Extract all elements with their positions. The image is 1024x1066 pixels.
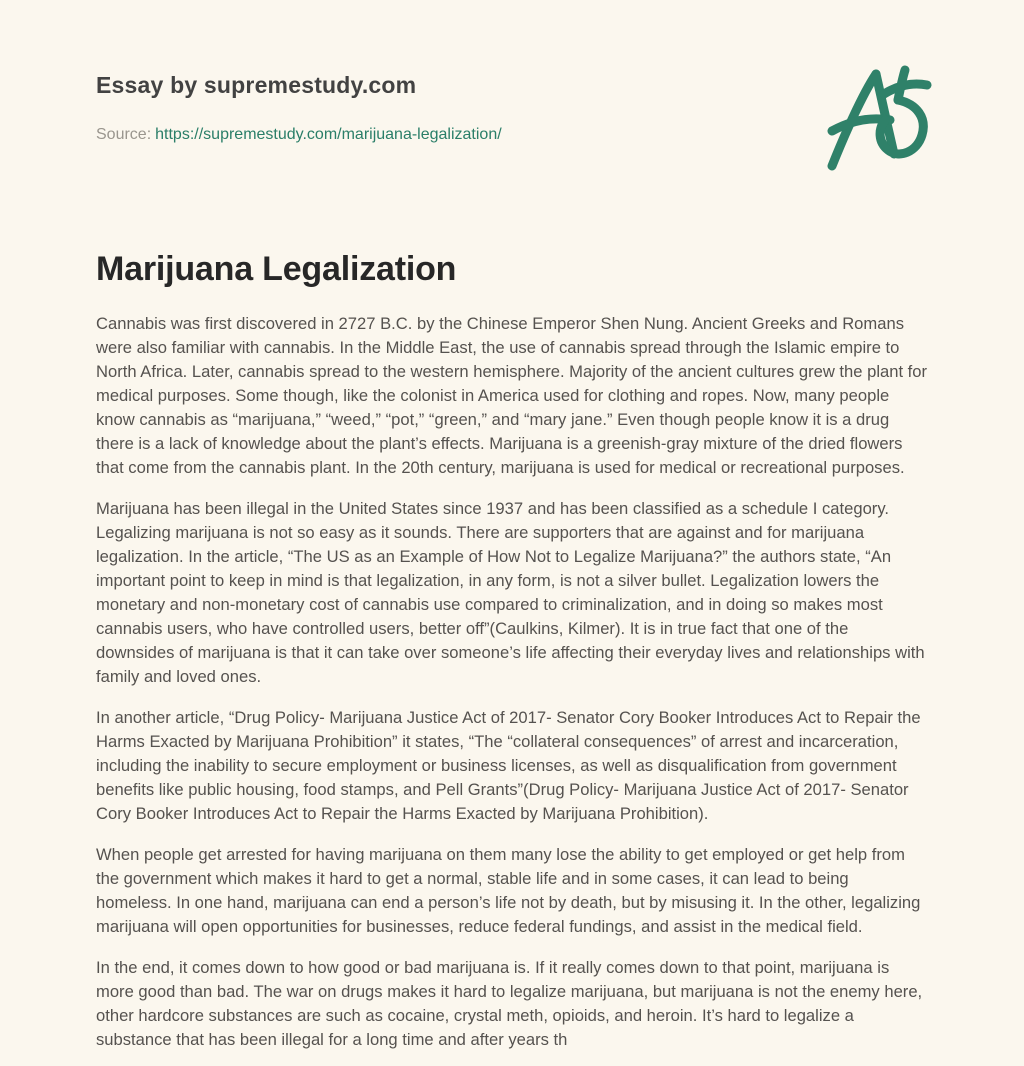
essay-paragraph-4: When people get arrested for having marijuana on them many lose the ability to get employed or get help from the government which makes it hard to get a normal, stable life and in some cases, it can lead to being homeless. In one hand, marijuana can end a person’s life not by death, but by misusing it. In the other, legalizing marijuana will open opportunities for businesses, reduce federal fundings, and assist in the medical field.: [96, 845, 921, 936]
essay-title: Marijuana Legalization: [96, 250, 457, 288]
essay-paragraph-5: In the end, it comes down to how good or bad marijuana is. If it really comes down to that point, marijuana is more good than bad. The war on drugs makes it hard to legalize marijuana, but marijuana is not the enemy here, other hardcore substances are such as cocaine, crystal meth, opioids, and heroin. It’s hard to legalize a substance that has been illegal for a long time and after years th: [96, 958, 923, 1049]
essay-byline: Essay by supremestudy.com: [96, 72, 417, 98]
source-label: Source:: [96, 126, 152, 143]
a-plus-logo-icon: [800, 50, 950, 180]
essay-paragraph-2: Marijuana has been illegal in the United States since 1937 and has been classified as a schedule I category. Legalizing marijuana is not so easy as it sounds. There are supporters that are against and for marijuana legalization. In the article, “The US as an Example of How Not to Legalize Marijuana?” the authors state, “An important point to keep in mind is that legalization, in any form, is not a silver bullet. Legalization lowers the monetary and non-monetary cost of cannabis use compared to criminalization, and in doing so makes most cannabis users, who have controlled users, better off”(Caulkins, Kilmer). It is in true fact that one of the downsides of marijuana is that it can take over someone’s life affecting their everyday lives and relationships with family and loved ones.: [96, 499, 925, 686]
essay-paragraph-3: In another article, “Drug Policy- Marijuana Justice Act of 2017- Senator Cory Booker Introduces Act to Repair the Harms Exacted by Marijuana Prohibition” it states, “The “collateral consequences” of arrest and incarceration, including the inability to secure employment or business licenses, as well as disqualification from government benefits like public housing, food stamps, and Pell Grants”(Drug Policy- Marijuana Justice Act of 2017- Senator Cory Booker Introduces Act to Repair the Harms Exacted by Marijuana Prohibition).: [96, 708, 921, 823]
source-link[interactable]: https://supremestudy.com/marijuana-legalization/: [155, 126, 502, 143]
essay-paragraph-1: Cannabis was first discovered in 2727 B.C. by the Chinese Emperor Shen Nung. Ancient Greeks and Romans were also familiar with cannabis. In the Middle East, the use of cannabis spread through the Islamic empire to North Africa. Later, cannabis spread to the western hemisphere. Majority of the ancient cultures grew the plant for medical purposes. Some though, like the colonist in America used for clothing and ropes. Now, many people know cannabis as “marijuana,” “weed,” “pot,” “green,” and “mary jane.” Even though people know it is a drug there is a lack of knowledge about the plant’s effects. Marijuana is a greenish-gray mixture of the dried flowers that come from the cannabis plant. In the 20th century, marijuana is used for medical or recreational purposes.: [96, 314, 928, 477]
essay-content: [96, 312, 928, 1052]
